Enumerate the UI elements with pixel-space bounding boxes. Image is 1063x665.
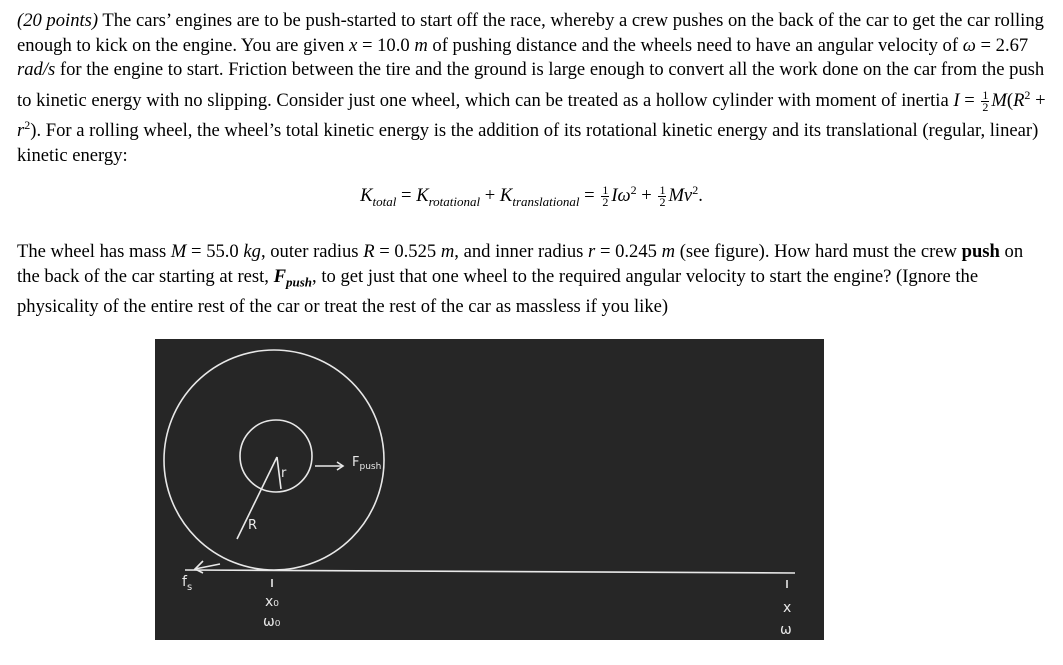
w0-label: ω₀ [263,614,281,630]
intro-text: The cars’ engines are to be push-started to start off the race, whereby a crew pushes on the back of the car to get the car rolling enough to kick on the engine. You are given [17,10,1044,56]
fs-label [182,574,192,593]
fpush-symbol: F [273,265,287,287]
final-text: , to get just that one wheel to the required angular velocity to start the engine? (Ignore the physicality of the entire rest of the car or treat the rest of the car as massless if you like) [17,265,979,317]
ke-trans-sub: translational [512,193,580,209]
after-r-text: (see figure). How hard must the crew [679,241,957,262]
r-value: 0.245 [615,241,657,262]
R-value: 0.525 [394,241,437,262]
mass-value: 55.0 [206,241,239,262]
x-value: 10.0 [377,34,410,56]
w-label: ω [780,622,792,638]
x-unit: m [414,34,428,56]
omega-symbol: ω [962,34,976,56]
fpush-label [352,455,381,472]
mass-symbol: M [170,241,187,262]
x0-label: x₀ [265,594,279,610]
fpush-label-main: F [352,455,360,470]
fs-label-sub: s [186,582,193,593]
ground-line [185,570,795,573]
wheel-figure [155,339,824,640]
fpush-sub: push [286,274,313,290]
ke-rot-sub: rotational [428,193,481,209]
after-inertia-text: . For a rolling wheel, the wheel’s total kinetic energy is the addition of its rotational kinetic energy and its translational (regular, linear) kinetic energy: [17,120,1039,166]
push-word: push [961,241,1000,262]
R-unit: m [440,241,455,262]
after-x-text: of pushing distance and the wheels need to have an angular velocity of [432,34,959,56]
wheel-diagram [155,339,824,640]
mass-intro: The wheel has mass [17,241,167,262]
R-intro: , outer radius [260,241,359,262]
x-symbol: x [349,34,358,56]
problem-question-paragraph: The wheel has mass M = 55.0 kg, outer radius R = 0.525 m, and inner radius r = 0.245 m (see figure). How hard must the crew push on the back of the car starting at rest, $F_{push}$, to get just that one wheel to the required angular velocity to start the engine? (Ignore the physicality of the entire rest of the car or treat the rest of the car as massless if you like) [17,241,1024,317]
R-label: R [248,518,258,533]
mass-unit: kg [243,241,261,262]
R-symbol: R [363,241,375,262]
r-unit: m [661,241,676,262]
fpush-label-sub: push [359,462,382,472]
r-symbol: r [588,241,596,262]
inertia-symbol: I [953,89,960,111]
r-intro: , and inner radius [454,241,584,262]
x-label: x [783,600,792,616]
points-label: (20 points) [17,10,99,31]
omega-value: 2.67 [995,34,1029,56]
kinetic-energy-formula: $K_{total} = K_{rotational} + K_{translational}$ = $\frac{1}{2}$ $I\omega^2$ + $\frac{1}{2}$ Mv$^2$. [360,183,703,210]
after-push-text: on the back of the car starting at rest, [17,241,1024,287]
omega-unit: rad/s [17,59,56,80]
inertia-formula: I = $\frac{1}{2}$ $M(R^2 + r^2)$ [17,87,1046,142]
fs-label-main: f [182,574,187,590]
inner-rim [240,420,312,492]
outer-rim [164,350,384,570]
problem-intro-paragraph: (20 points) The cars’ engines are to be push-started to start off the race, whereby a crew pushes on the back of the car to get the car rolling enough to kick on the engine. You are given x = 10.0 m of pushing distance and the wheels need to have an angular velocity of ω = 2.67 rad/s for the engine to start. Friction between the tire and the ground is large enough to convert all the work done on the car from the push to kinetic energy with no slipping. Consider just one wheel, which can be treated as a hollow cylinder with moment of inertia I = $\frac{1}{2}$ $M(R^2 + r^2)$. For a rolling wheel, the wheel’s total kinetic energy is the addition of its rotational kinetic energy and its translational (regular, linear) kinetic energy: [17,10,1046,166]
r-label: r [281,466,287,481]
after-omega-text: for the engine to start. Friction between the tire and the ground is large enough to convert all the work done on the car from the push to kinetic energy with no slipping. Consider just one wheel, which can be treated as a hollow cylinder with moment of inertia [17,59,1045,111]
ke-total-sub: total [372,193,397,209]
